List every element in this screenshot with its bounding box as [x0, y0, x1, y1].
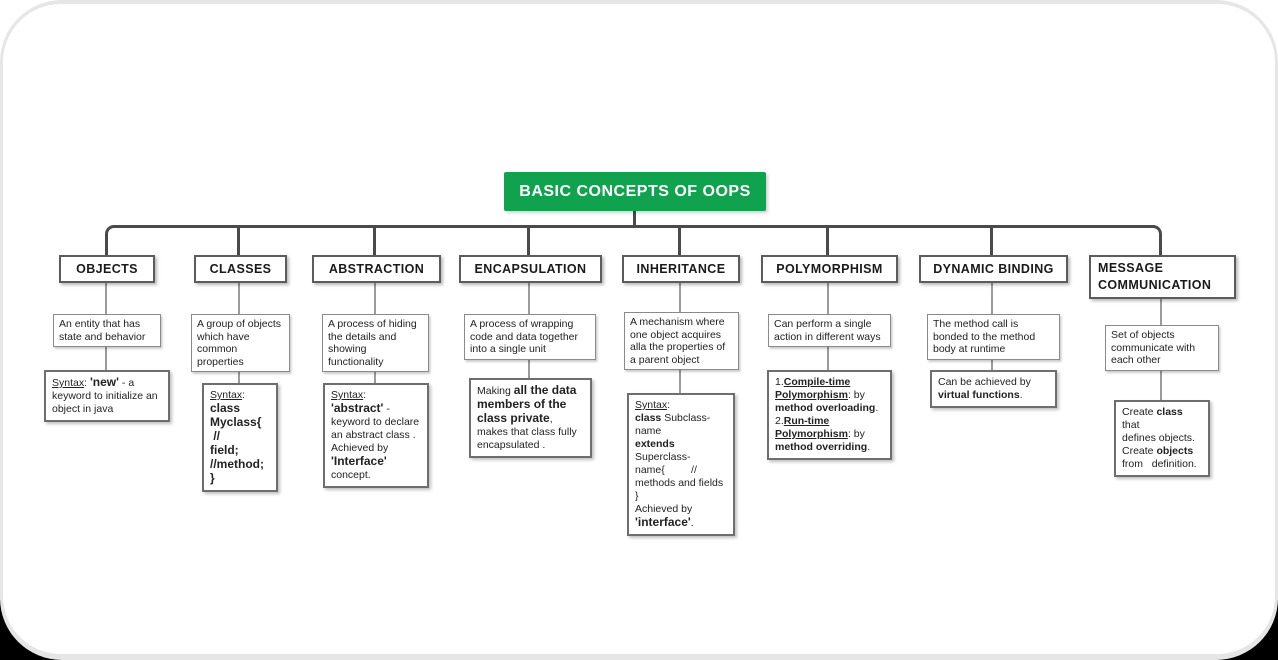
node-classes-header: CLASSES — [194, 255, 287, 283]
node-polymorphism-detail: 1.Compile-time Polymorphism: by method overloading. 2.Run-time Polymorphism: by method overriding. — [767, 370, 892, 460]
node-abstraction-header: ABSTRACTION — [312, 255, 441, 283]
drop-connector-classes — [237, 227, 240, 255]
node-encapsulation-detail: Making all the data members of the class private, makes that class fully encapsulated . — [469, 378, 592, 458]
drop-connector-polymorphism — [826, 227, 829, 255]
node-inheritance-detail: Syntax: class Subclass-name extends Superclass- name{ // methods and fields } Achieved by 'interface'. — [627, 393, 735, 536]
node-dynamic-binding-header: DYNAMIC BINDING — [919, 255, 1068, 283]
node-message-communication-description: Set of objects communicate with each other — [1105, 325, 1219, 371]
node-inheritance-description: A mechanism where one object acquires alla the properties of a parent object — [624, 312, 739, 370]
drop-connector-encapsulation — [527, 227, 530, 255]
node-dynamic-binding-detail: Can be achieved by virtual functions. — [930, 370, 1057, 408]
drop-connector-dynamic-binding — [990, 227, 993, 255]
drop-connector-abstraction — [373, 227, 376, 255]
node-objects-detail: Syntax: 'new' - a keyword to initialize an object in java — [44, 370, 170, 422]
node-objects-description: An entity that has state and behavior — [53, 314, 161, 347]
node-message-communication-header: MESSAGE COMMUNICATION — [1089, 255, 1236, 299]
node-abstraction-description: A process of hiding the details and showing functionality — [322, 314, 429, 372]
node-abstraction-detail: Syntax: 'abstract' - keyword to declare an abstract class . Achieved by 'Interface' concept. — [323, 383, 429, 488]
node-polymorphism-description: Can perform a single action in different ways — [768, 314, 891, 347]
node-encapsulation-description: A process of wrapping code and data together into a single unit — [464, 314, 596, 360]
node-message-communication-detail: Create class that defines objects. Create objects from definition. — [1114, 400, 1210, 477]
node-polymorphism-header: POLYMORPHISM — [761, 255, 898, 283]
drop-connector-inheritance — [678, 227, 681, 255]
node-inheritance-header: INHERITANCE — [622, 255, 740, 283]
node-objects-header: OBJECTS — [59, 255, 155, 283]
node-classes-description: A group of objects which have common properties — [191, 314, 290, 372]
trunk-connector — [105, 225, 1162, 255]
root-node-title: BASIC CONCEPTS OF OOPS — [504, 172, 766, 211]
node-dynamic-binding-description: The method call is bonded to the method body at runtime — [927, 314, 1060, 360]
node-classes-detail: Syntax: class Myclass{ // field; //method; } — [202, 383, 278, 492]
node-encapsulation-header: ENCAPSULATION — [459, 255, 602, 283]
